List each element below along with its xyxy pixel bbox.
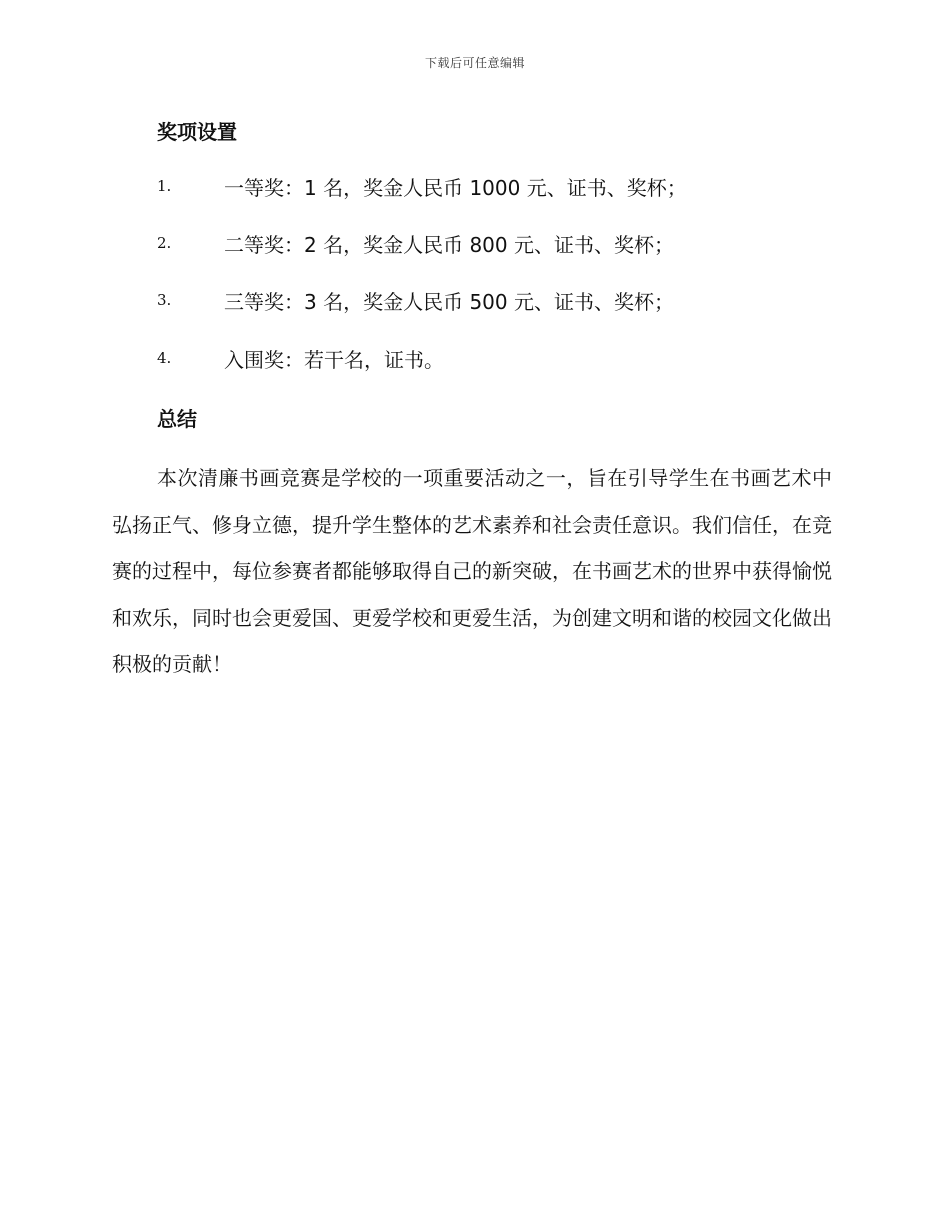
list-number: 1.	[157, 177, 172, 195]
summary-paragraph: 本次清廉书画竞赛是学校的一项重要活动之一，旨在引导学生在书画艺术中弘扬正气、修身立德，提升学生整体的艺术素养和社会责任意识。我们信任，在竞赛的过程中，每位参赛者都能够取得自己的新突破，在书画艺术的世界中获得愉悦和欢乐，同时也会更爱国、更爱学校和更爱生活，为创建文明和谐的校园文化做出积极的贡献！	[112, 466, 832, 676]
award-item-third	[157, 286, 857, 316]
award-text: 三等奖：3 名，奖金人民币 500 元、证书、奖杯；	[224, 290, 674, 314]
award-text: 一等奖：1 名，奖金人民币 1000 元、证书、奖杯；	[224, 176, 687, 200]
list-number: 2.	[157, 234, 172, 252]
summary-heading: 总结	[157, 407, 197, 431]
list-number: 3.	[157, 291, 172, 309]
page-header-note: 下载后可任意编辑	[424, 56, 525, 70]
list-number: 4.	[157, 349, 172, 367]
award-list	[0, 0, 950, 400]
award-item-first	[157, 172, 857, 202]
awards-heading: 奖项设置	[157, 120, 237, 144]
award-text: 二等奖：2 名，奖金人民币 800 元、证书、奖杯；	[224, 233, 674, 257]
award-item-finalist	[157, 344, 857, 374]
award-item-second	[157, 229, 857, 259]
award-text: 入围奖：若干名，证书。	[224, 348, 444, 372]
